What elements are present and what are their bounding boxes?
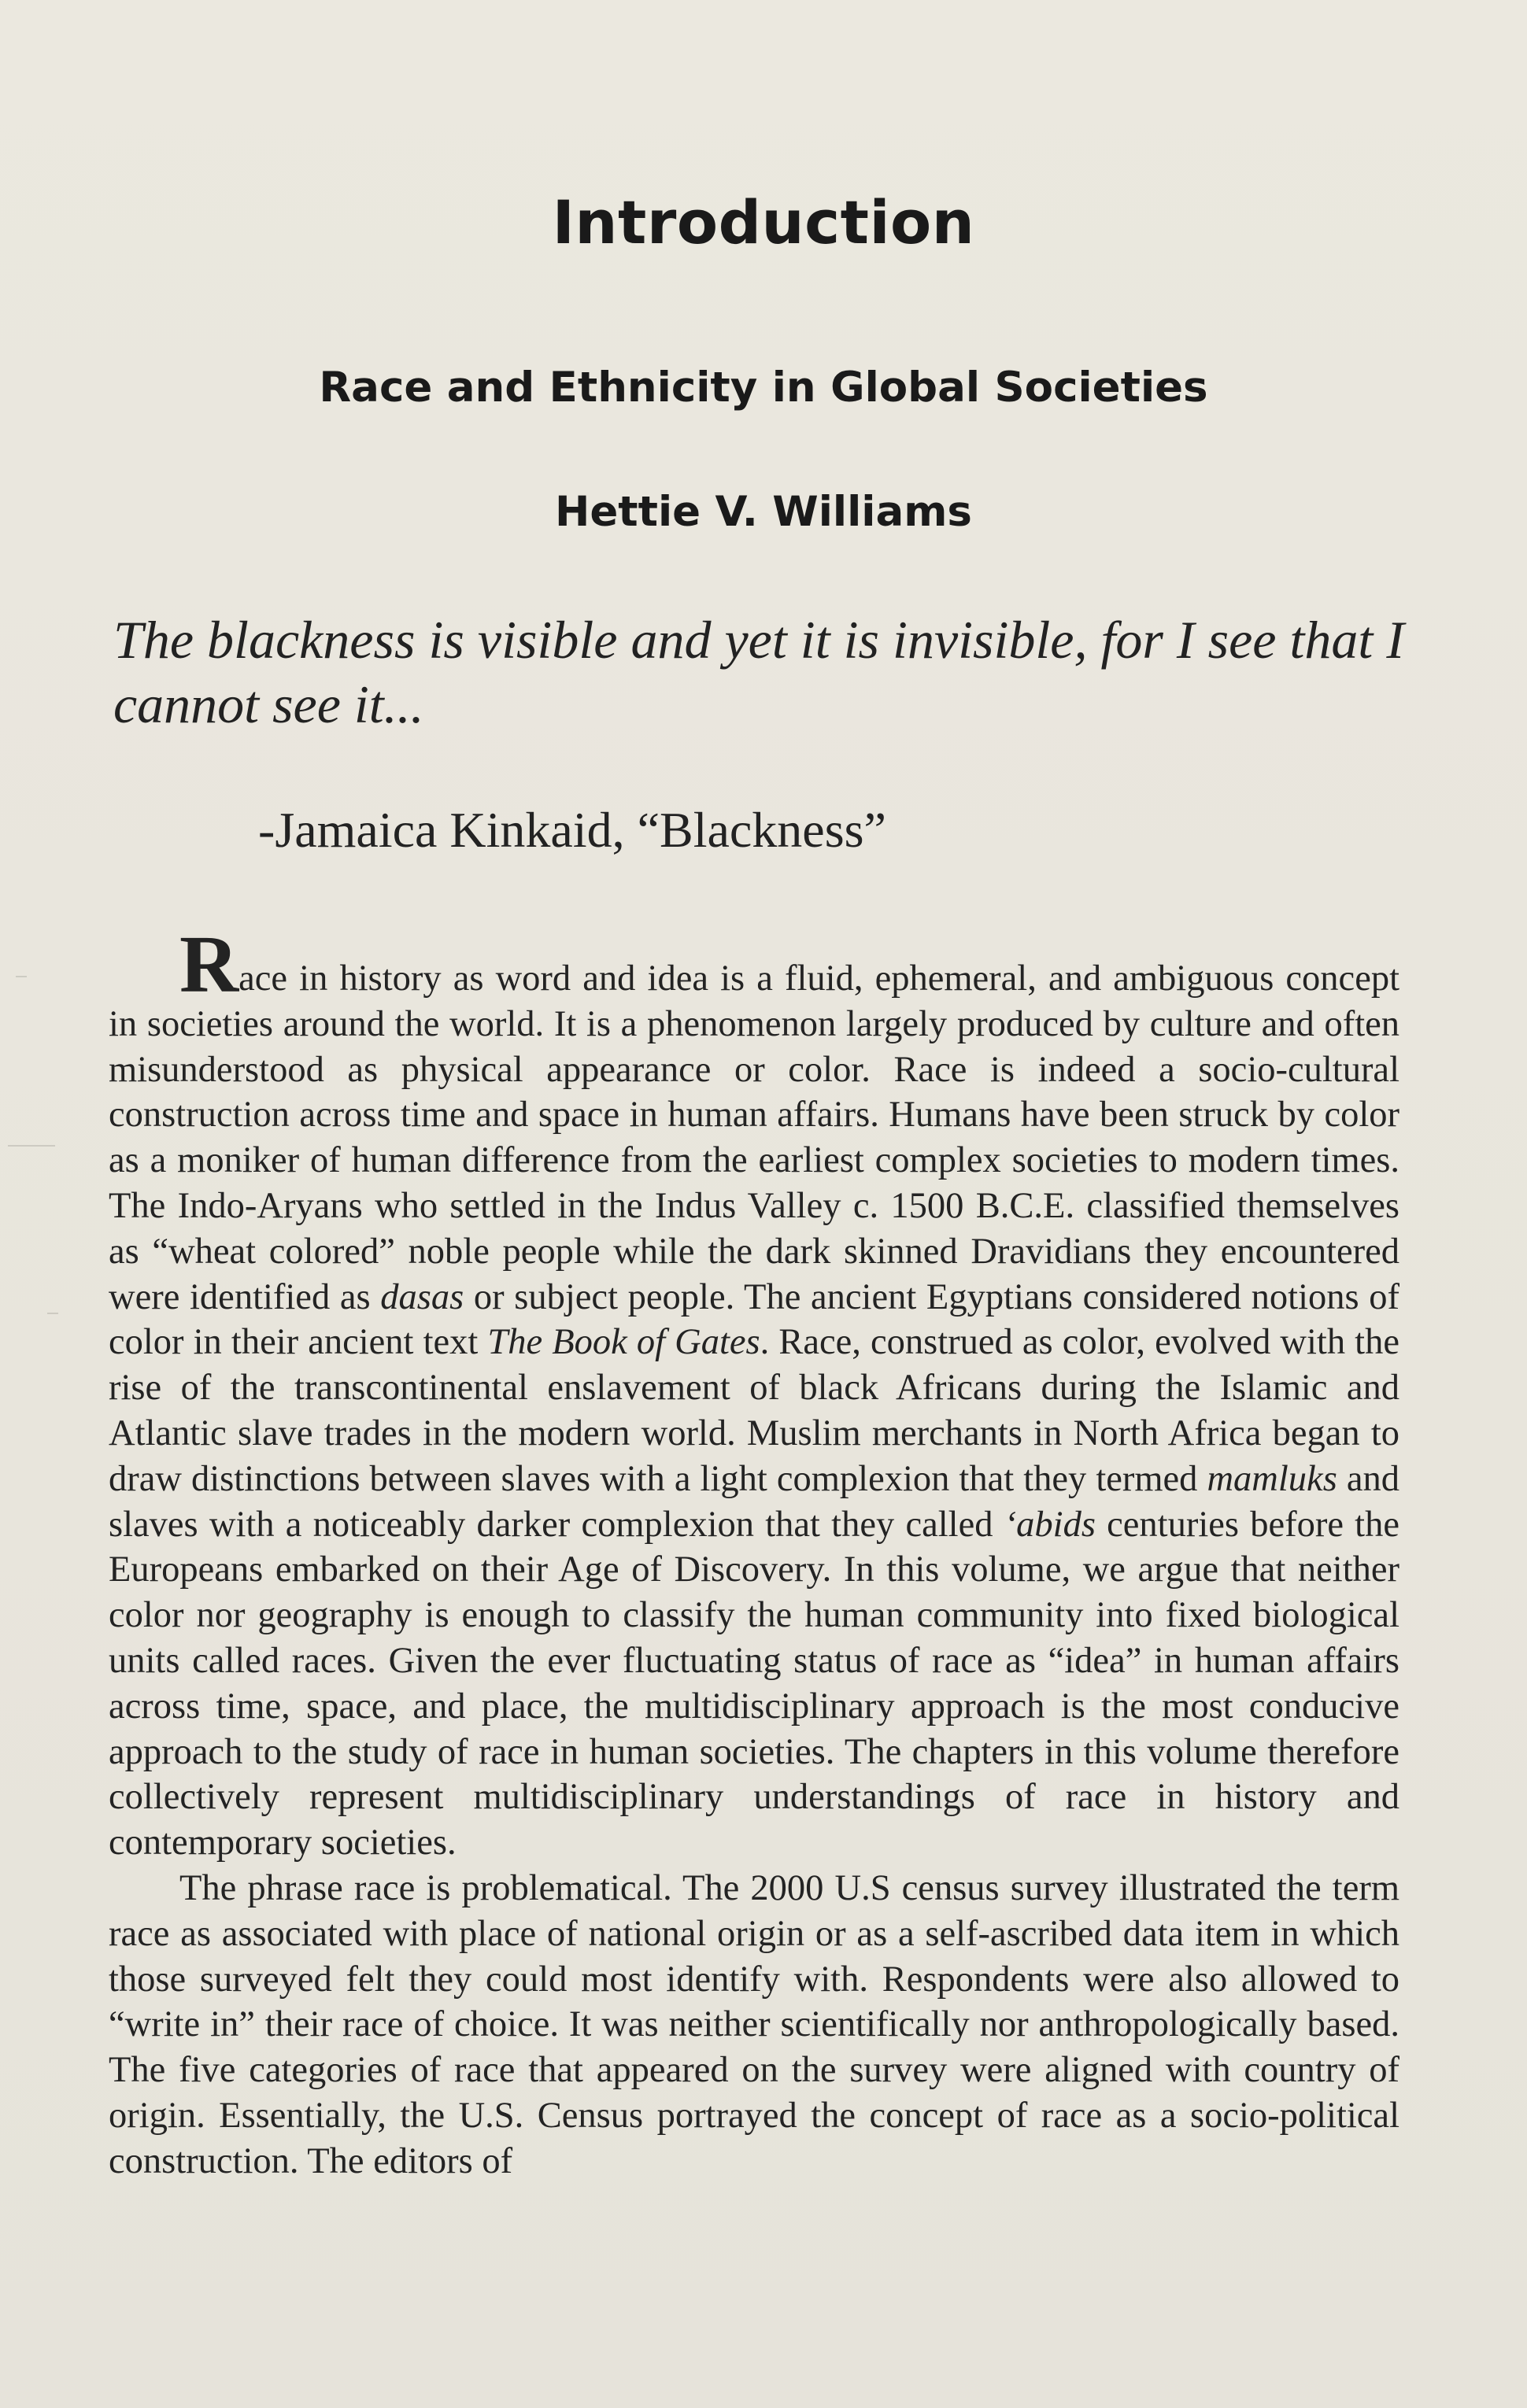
chapter-subtitle: Race and Ethnicity in Global Societies <box>319 364 1208 412</box>
page-blemish <box>16 976 27 977</box>
italic-term-mamluks: mamluks <box>1207 1458 1337 1499</box>
text-run: centuries before the Europeans embarked on their Age of Discovery. In this volume, we argue that neither color nor geography is enough to classify the human community into fixed biological units called races. Given the ever fluctuating status of race as “idea” in human affairs across time, space, and place, the multidisciplinary approach is the most conducive approach to the study of race in human societies. The chapters in this volume therefore collectively represent multidisciplinary understandings of race in history and contemporary societies. <box>109 1504 1399 1863</box>
paragraph-2: The phrase race is problematical. The 2000 U.S census survey illustrated the term race as associated with place of national origin or as a self-ascribed data item in which those surveyed felt they could most identify with. Respondents were also allowed to “write in” their race of choice. It was neither scientifically nor anthropologically based. The five categories of race that appeared on the survey were aligned with country of origin. Essentially, the U.S. Census portrayed the concept of race as a socio-political construction. The editors of <box>109 1867 1399 2181</box>
paragraph-1 <box>109 919 1399 1866</box>
italic-title-book-of-gates: The Book of Gates <box>487 1322 760 1363</box>
body-text <box>109 919 1399 2185</box>
epigraph-attribution: -Jamaica Kinkaid, “Blackness” <box>258 802 886 858</box>
author-name: Hettie V. Williams <box>555 488 972 536</box>
italic-term-dasas: dasas <box>380 1276 464 1317</box>
drop-cap-letter: R <box>179 919 239 1010</box>
epigraph-quote: The blackness is visible and yet it is invisible, for I see that I cannot see it... <box>113 610 1404 734</box>
page-blemish <box>8 1145 55 1147</box>
text-run: and slaves with a noticeably darker complexion that they called <box>109 1458 1399 1545</box>
text-run: . Race, construed as color, evolved with the rise of the transcontinental enslavement of black Africans during the Islamic and Atlantic slave trades in the modern world. Muslim merchants in North Africa began to draw distinctions between slaves with a light complexion that they termed <box>109 1322 1399 1499</box>
text-run: or subject people. The ancient Egyptians considered notions of color in their ancient text <box>109 1276 1399 1363</box>
italic-term-abids: ‘abids <box>1004 1504 1096 1545</box>
text-run: ace in history as word and idea is a fluid, ephemeral, and ambiguous concept in societies around the world. It is a phenomenon largely produced by culture and often misunderstood as physical appearance or color. Race is indeed a socio-cultural construction across time and space in human affairs. Humans have been struck by color as a moniker of human difference from the earliest complex societies to modern times. The Indo-Aryans who settled in the Indus Valley c. 1500 B.C.E. classified themselves as “wheat colored” noble people while the dark skinned Dravidians they encountered were identified as <box>109 958 1399 1317</box>
page-blemish <box>47 1313 58 1314</box>
chapter-title: Introduction <box>552 187 975 257</box>
